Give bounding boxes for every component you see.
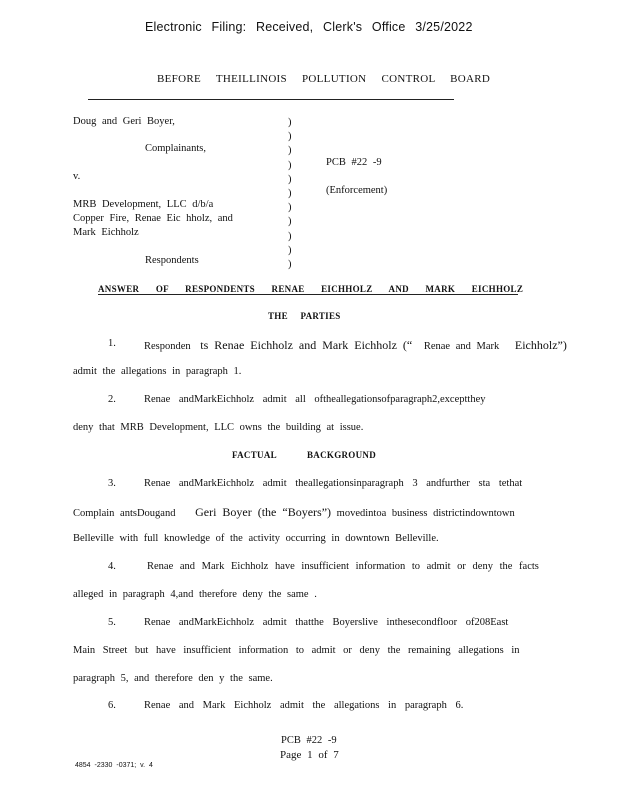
caption-respondent-line-2: Copper Fire, Renae Eic hholz, and (73, 213, 233, 224)
case-type: (Enforcement) (326, 185, 388, 196)
document-title: ANSWER OF RESPONDENTS RENAE EICHHOLZ AND MARK EICHHOLZ (98, 284, 524, 294)
paragraph-2-number: 2. (108, 394, 116, 405)
paragraph-1-line-2: admit the allegations in paragraph 1. (73, 366, 242, 377)
paragraph-3-line-2 (73, 505, 515, 520)
caption-respondents-label: Respondents (145, 255, 199, 266)
paragraph-1-number: 1. (108, 338, 116, 349)
caption-parentheses: ) ) ) ) ) ) ) ) ) ) ) (288, 117, 292, 271)
paragraph-1-text-b: ts Renae Eichholz and Mark Eichholz (“ (200, 338, 413, 352)
paragraph-3-line-3: Belleville with full knowledge of the activity occurring in downtown Belleville. (73, 533, 439, 544)
paragraph-5-line-2: Main Street but have insufficient information to admit or deny the remaining allegations in (73, 645, 520, 656)
footer-document-id: 4854 -2330 -0371; v. 4 (75, 762, 153, 769)
paragraph-1-text-a: Responden (144, 341, 191, 352)
title-rule (88, 99, 454, 100)
paragraph-5-number: 5. (108, 617, 116, 628)
document-title-underline (98, 294, 518, 295)
paragraph-1-line-1 (144, 338, 567, 353)
section-heading-parties: THE PARTIES (268, 311, 341, 321)
paragraph-4-number: 4. (108, 561, 116, 572)
paragraph-1-text-d: Eichholz”) (514, 338, 567, 352)
paragraph-2-line-2: deny that MRB Development, LLC owns the building at issue. (73, 422, 364, 433)
paragraph-3-text-c: movedintoa business districtindowntown (336, 508, 515, 519)
paragraph-6-number: 6. (108, 700, 116, 711)
caption-respondent-line-1: MRB Development, LLC d/b/a (73, 199, 214, 210)
paragraph-3-text-a: Complain antsDougand (73, 508, 176, 519)
paragraph-4-line-1: Renae and Mark Eichholz have insufficient information to admit or deny the facts (147, 561, 539, 572)
section-heading-factual-background: FACTUAL BACKGROUND (232, 450, 376, 460)
case-number: PCB #22 -9 (326, 157, 382, 168)
paragraph-3-number: 3. (108, 478, 116, 489)
footer-page-number: Page 1 of 7 (280, 749, 339, 761)
caption-complainants-label: Complainants, (145, 143, 206, 154)
paragraph-2-line-1: Renae andMarkEichholz admit all oftheallegationsofparagraph2,exceptthey (144, 394, 486, 405)
paragraph-1-text-c: Renae and Mark (423, 341, 500, 352)
footer-case-number: PCB #22 -9 (281, 735, 337, 746)
paragraph-5-line-1: Renae andMarkEichholz admit thatthe Boyerslive inthesecondfloor of208East (144, 617, 509, 628)
paragraph-3-line-1: Renae andMarkEichholz admit theallegationsinparagraph 3 andfurther sta tethat (144, 478, 523, 489)
caption-versus: v. (73, 171, 81, 182)
caption-respondent-line-3: Mark Eichholz (73, 227, 139, 238)
paragraph-3-text-b: Geri Boyer (the “Boyers”) (195, 505, 332, 519)
filing-header: Electronic Filing: Received, Clerk's Office 3/25/2022 (145, 20, 473, 34)
paragraph-4-line-2: alleged in paragraph 4,and therefore deny the same . (73, 589, 317, 600)
paragraph-5-line-3: paragraph 5, and therefore den y the same. (73, 673, 273, 684)
board-title: BEFORE THEILLINOIS POLLUTION CONTROL BOARD (157, 73, 491, 85)
caption-complainants: Doug and Geri Boyer, (73, 116, 175, 127)
paragraph-6-line-1: Renae and Mark Eichholz admit the allegations in paragraph 6. (144, 700, 464, 711)
